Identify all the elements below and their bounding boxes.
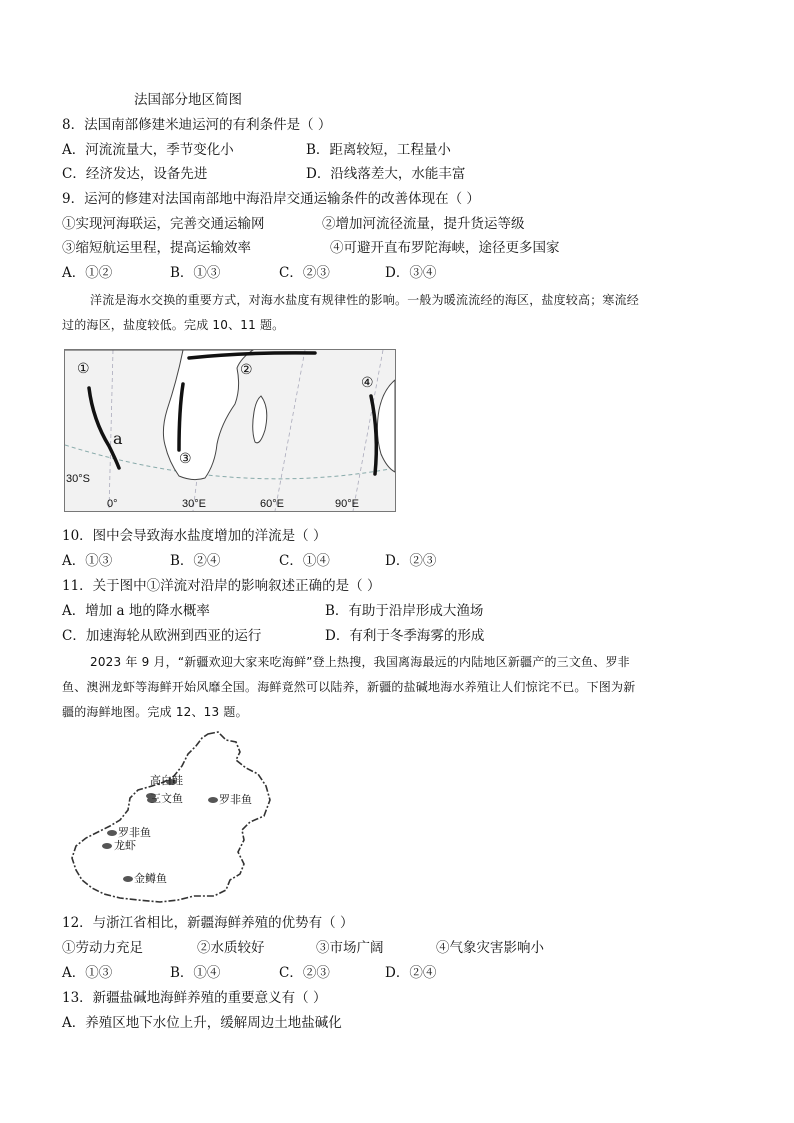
latitude-line <box>65 445 395 479</box>
place-a-label: a <box>113 429 123 448</box>
q12-option-d: D．②④ <box>385 965 437 981</box>
q9-stem: 9．运河的修建对法国南部地中海沿岸交通运输条件的改善体现在（ ） <box>62 191 480 207</box>
ocean-current-map <box>64 349 396 512</box>
latitude-30s-label: 30°S <box>66 473 90 485</box>
q12-statement-2: ②水质较好 <box>197 940 265 956</box>
q12-statement-3: ③市场广阔 <box>316 940 384 956</box>
fish-icon <box>123 876 133 882</box>
longitude-60 <box>275 350 305 511</box>
passage-xinjiang-line1: 2023 年 9 月，“新疆欢迎大家来吃海鲜”登上热搜，我国离海最远的内陆地区新疆产的三文鱼、罗非 <box>90 655 630 669</box>
seafood-label-salmon: 三文鱼 <box>150 792 183 805</box>
q9-statement-1: ①实现河海联运，完善交通运输网 <box>62 216 265 232</box>
seafood-label-tilapia-west: 罗非鱼 <box>118 826 151 839</box>
q9-statement-3: ③缩短航运里程，提高运输效率 <box>62 240 251 256</box>
fish-icon <box>208 797 218 803</box>
current-label-3: ③ <box>179 451 192 467</box>
q10-stem: 10．图中会导致海水盐度增加的洋流是（ ） <box>62 528 327 544</box>
q8-option-c: C．经济发达，设备先进 <box>62 166 208 182</box>
q10-option-c: C．①④ <box>279 553 330 569</box>
q9-option-b: B．①③ <box>170 265 221 281</box>
passage-xinjiang-line2: 鱼、澳洲龙虾等海鲜开始风靡全国。海鲜竟然可以陆养，新疆的盐碱地海水养殖让人们惊诧不已。下图为新 <box>62 680 636 694</box>
longitude-60e-label: 60°E <box>260 498 284 510</box>
q9-option-a: A．①② <box>62 265 113 281</box>
q12-option-a: A．①③ <box>62 965 113 981</box>
q9-option-c: C．②③ <box>279 265 330 281</box>
q12-option-b: B．①④ <box>170 965 221 981</box>
q12-statement-4: ④气象灾害影响小 <box>436 940 544 956</box>
q8-option-a: A．河流流量大，季节变化小 <box>62 142 234 158</box>
q10-option-d: D．②③ <box>385 553 437 569</box>
q11-option-d: D．有利于冬季海雾的形成 <box>325 628 485 644</box>
current-label-1: ① <box>77 361 90 377</box>
q12-option-c: C．②③ <box>279 965 330 981</box>
current-label-2: ② <box>240 362 253 378</box>
longitude-30e-label: 30°E <box>182 498 206 510</box>
q9-statement-2: ②增加河流径流量，提升货运等级 <box>322 216 525 232</box>
seafood-label-gaobaigui: 高白鲑 <box>150 774 183 787</box>
passage-ocean-current-line1: 洋流是海水交换的重要方式，对海水盐度有规律性的影响。一般为暖流流经的海区，盐度较高；寒流经 <box>90 293 640 307</box>
q9-statement-4: ④可避开直布罗陀海峡，途径更多国家 <box>330 240 560 256</box>
q13-stem: 13．新疆盐碱地海鲜养殖的重要意义有（ ） <box>62 990 327 1006</box>
q11-option-b: B．有助于沿岸形成大渔场 <box>325 603 484 619</box>
seafood-label-golden-trout: 金鳟鱼 <box>134 872 167 885</box>
q9-option-d: D．③④ <box>385 265 437 281</box>
q12-statement-1: ①劳动力充足 <box>62 940 143 956</box>
q8-option-d: D．沿线落差大，水能丰富 <box>306 166 466 182</box>
figure-caption: 法国部分地区简图 <box>134 92 242 108</box>
q13-option-a: A．养殖区地下水位上升，缓解周边土地盐碱化 <box>62 1015 342 1031</box>
current-1-line <box>89 388 119 468</box>
xinjiang-outline <box>72 732 270 902</box>
current-label-4: ④ <box>361 375 374 391</box>
q8-stem: 8．法国南部修建米迪运河的有利条件是（ ） <box>62 117 332 133</box>
q11-stem: 11．关于图中①洋流对沿岸的影响叙述正确的是（ ） <box>62 578 381 594</box>
current-4-line <box>371 396 376 474</box>
longitude-90e-label: 90°E <box>335 498 359 510</box>
q11-option-a: A．增加 a 地的降水概率 <box>62 603 210 619</box>
xinjiang-outline-svg <box>68 730 278 905</box>
q10-option-b: B．②④ <box>170 553 221 569</box>
xinjiang-seafood-map <box>68 730 278 905</box>
fish-icon <box>102 843 112 849</box>
longitude-0-label: 0° <box>107 498 118 510</box>
passage-ocean-current-line2: 过的海区，盐度较低。完成 10、11 题。 <box>62 318 285 332</box>
madagascar <box>253 396 267 443</box>
fish-icon <box>107 830 117 836</box>
australia-edge <box>377 380 395 472</box>
q12-stem: 12．与浙江省相比，新疆海鲜养殖的优势有（ ） <box>62 915 354 931</box>
passage-xinjiang-line3: 疆的海鲜地图。完成 12、13 题。 <box>62 705 248 719</box>
seafood-label-lobster: 龙虾 <box>114 839 136 852</box>
q11-option-c: C．加速海轮从欧洲到西亚的运行 <box>62 628 262 644</box>
q8-option-b: B．距离较短，工程量小 <box>306 142 451 158</box>
q10-option-a: A．①③ <box>62 553 113 569</box>
seafood-label-tilapia-east: 罗非鱼 <box>219 793 252 806</box>
